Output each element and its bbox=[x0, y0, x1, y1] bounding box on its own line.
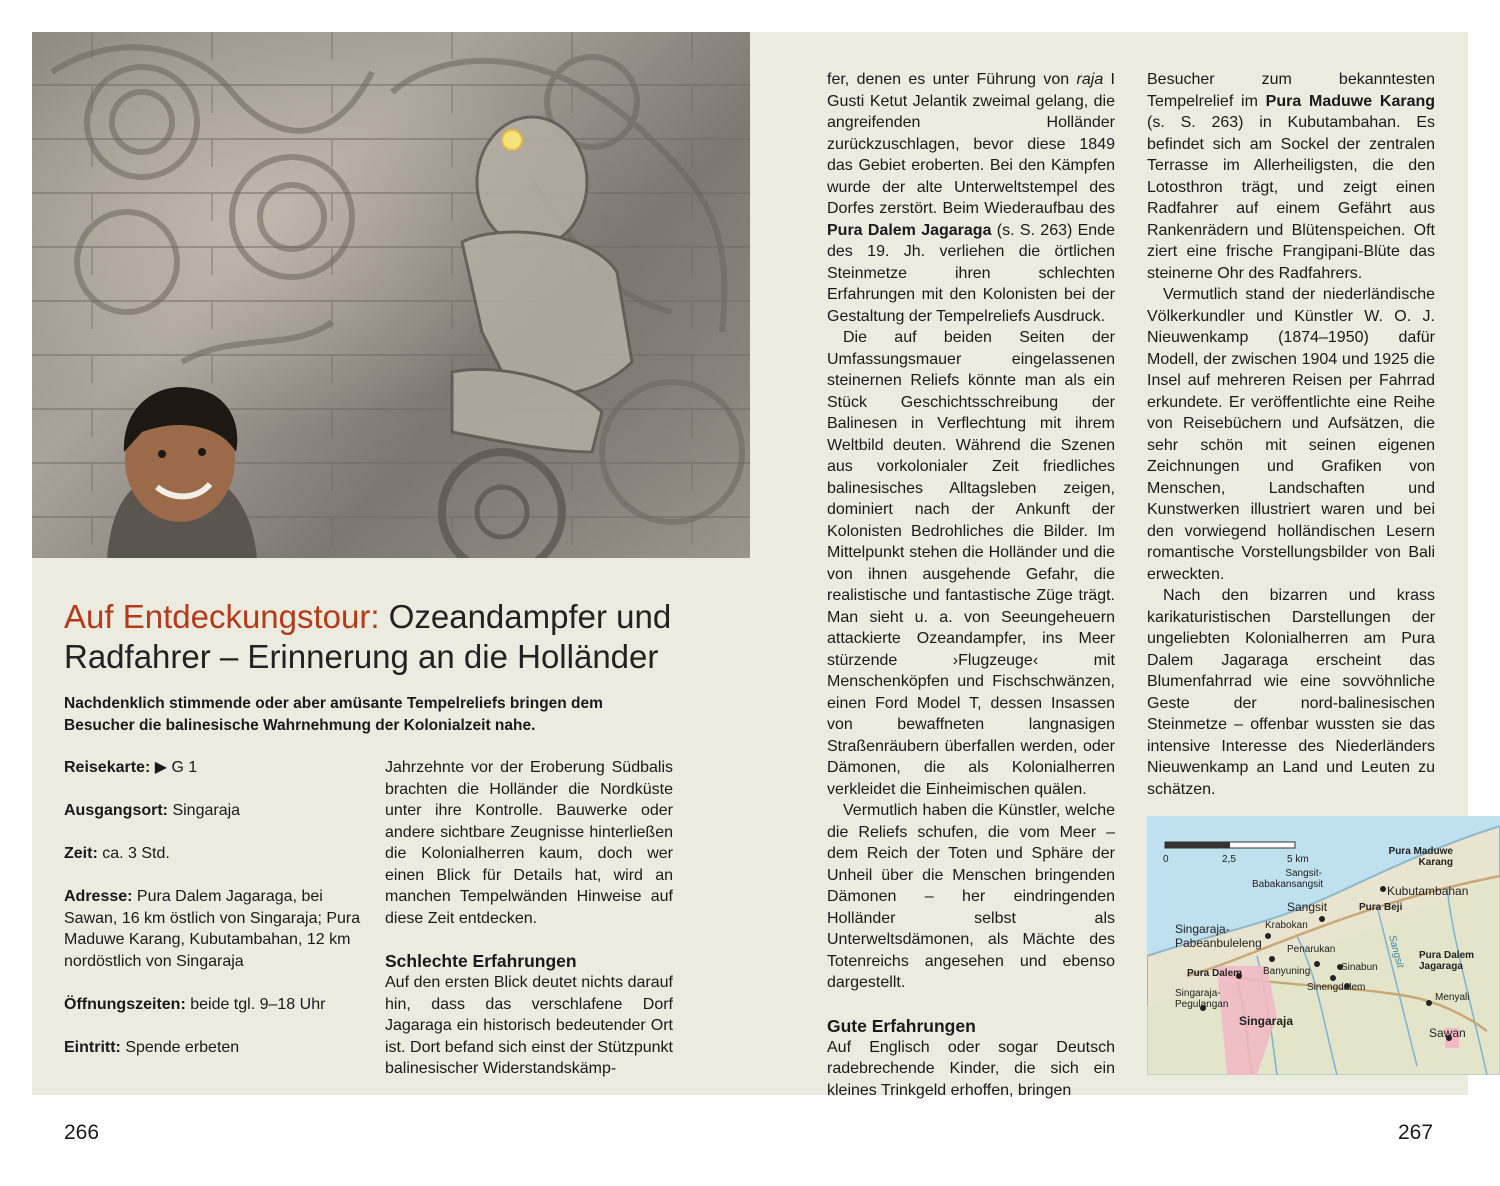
fact-ausgangsort: Ausgangsort: Singaraja bbox=[64, 802, 241, 819]
article-title bbox=[64, 597, 724, 677]
text-column-2 bbox=[827, 69, 1115, 1101]
fact-oeffnungszeiten: Öffnungszeiten: beide tgl. 9–18 Uhr bbox=[64, 995, 326, 1013]
paragraph: fer, denen es unter Führung von raja I Gusti Ketut Jelantik zweimal gelang, die angreifenden Holländer zurückzuschlagen, bevor diese 1849 das Gebiet eroberten. Bei den Kämpfen wurde der alte Unterweltstempel des Dorfes zerstört. Beim Wiederaufbau des Pura Dalem Jagaraga (s. S. 263) Ende des 19. Jh. verliehen die örtlichen Steinmetze ihren schlechten Erfahrungen mit den Kolonisten bei der Gestaltung der Tempelreliefs Ausdruck. bbox=[827, 71, 1116, 325]
title-accent: Auf Entdeckungstour: bbox=[64, 598, 380, 635]
fact-adresse: Adresse: Pura Dalem Jagaraga, bei Sawan, 16 km östlich von Singaraja; Pura Maduwe Karang, Kubutambahan, 12 km nordöstlich von Singaraja bbox=[64, 888, 361, 970]
paragraph: Nach den bizarren und krass karikaturistischen Darstellungen der ungeliebten Kolonialherren am Pura Dalem Jagaraga erscheint das Blumenfahrrad wie eine sovvöhnliche Geste der nord-balinesischen Steinmetze – offenbar wussten sie das intensive Interesse des Niederländers Nieuwenkamp an Land und Leuten zu schätzen. bbox=[1147, 587, 1435, 798]
paragraph: Auf den ersten Blick deutet nichts darauf hin, dass das verschlafene Dorf Jagaraga ein historisch bedeutender Ort ist. Dort befand sich einst der Stützpunkt balinesischer Widerstandskämp- bbox=[385, 974, 673, 1077]
text-column-3 bbox=[1147, 69, 1435, 800]
article-lead: Nachdenklich stimmende oder aber amüsante Tempelreliefs bringen dem Besucher die balinesische Wahrnehmung der Kolonialzeit nahe. bbox=[64, 695, 603, 734]
paragraph: Die auf beiden Seiten der Umfassungsmauer eingelassenen steinernen Reliefs könnte man als ein Stück Geschichtsschreibung der Balinesen in Verflechtung mit ihrem Weltbild deuten. Während die Szenen aus vorkolonialer Zeit friedliches balinesisches Alltagsleben zeigen, dominiert nach der Ankunft der Kolonisten Bedrohliches die Bilder. Im Mittelpunkt stehen die Holländer und die von ihnen ausgehende Gefahr, die realistische und fantastische Züge trägt. Man sieht u. a. von Seeungeheuern attackierte Ozeandampfer, ins Meer stürzende ›Flugzeuge‹ mit Menschenköpfen und Fischschwänzen, einen Ford Model T, dessen Insassen von bewaffneten langnasigen Straßenräubern überfallen werden, oder Dämonen, die als Kolonialherren verkleidet die Einheimischen quälen. bbox=[827, 329, 1115, 798]
fact-reisekarte: Reisekarte: ▶ G 1 bbox=[64, 759, 198, 776]
locator-map: 0 2,5 5 km Pura Maduwe Karang Kubutambahan Sangsit-Babakansangsit Sangsit Pura Beji Krabokan Singaraja-Pabeanbuleleng Penarukan Sangsit Pura Dalem Jagaraga Pura Dalem Banyuning Sinabun Sinengdalem Singaraja-Pegulangan Menyali Singaraja Sawan bbox=[1147, 816, 1500, 1075]
fact-zeit: Zeit: ca. 3 Std. bbox=[64, 845, 170, 862]
paragraph: Auf Englisch oder sogar Deutsch radebrechende Kinder, die sich ein kleines Trinkgeld erhoffen, bringen bbox=[827, 1038, 1115, 1099]
page-number-right: 267 bbox=[1398, 1121, 1434, 1144]
fact-eintritt: Eintritt: Spende erbeten bbox=[64, 1038, 240, 1056]
text-column-1 bbox=[385, 757, 673, 1080]
relief-illustration bbox=[32, 32, 750, 558]
paragraph: Vermutlich haben die Künstler, welche die Reliefs schufen, die vom Meer – dem Reich der Toten und Sphäre der Unheil über die Menschen bringenden Dämonen – her eindringenden Holländer selbst als Unterweltsdämonen, als Mächte des Totenreichs angesehen und ebenso dargestellt. bbox=[827, 802, 1115, 991]
section-heading-gute: Gute Erfahrungen bbox=[827, 1015, 976, 1036]
title-rest: Ozeandampfer und Radfahrer – Erinnerung an die Holländer bbox=[64, 598, 672, 675]
temple-relief-photo bbox=[32, 32, 750, 558]
paragraph: Besucher zum bekanntesten Tempelrelief im Pura Maduwe Karang (s. S. 263) in Kubutambahan. Es befindet sich am Sockel der zentralen Terrasse im Allerheiligsten, die den Lotosthron trägt, und zeigt einen Radfahrer auf einem Gefährt aus Rankenrädern und Blütenspeichen. Oft ziert eine frische Frangipani-Blüte das steinerne Ohr des Radfahrers. bbox=[1147, 71, 1436, 282]
paragraph: Vermutlich stand der niederländische Völkerkundler und Künstler W. O. J. Nieuwenkamp (1874–1950) dafür Modell, der zwischen 1904 und 1925 die Insel auf mehreren Reisen per Fahrrad erkundete. Er veröffentlichte eine Reihe von Reisebüchern und Aufsätzen, die sehr schön mit seinen eigenen Zeichnungen und Grafiken von Menschen, Landschaften und Kunstwerken illustriert waren und bei den vorwiegend holländischen Lesern romantische Vorstellungsbilder von Bali erweckten. bbox=[1147, 286, 1435, 583]
info-box bbox=[64, 757, 364, 1080]
page-number-left: 266 bbox=[64, 1121, 100, 1144]
paragraph: Jahrzehnte vor der Eroberung Südbalis brachten die Holländer die Nordküste unter ihre Kontrolle. Bauwerke oder andere sichtbare Zeugnisse hinterließen die Kolonialherren kaum, doch wer einen Blick für Details hat, wird an manchen Tempelwänden Hinweise auf diese Zeit entdecken. bbox=[385, 759, 673, 927]
section-heading-schlechte: Schlechte Erfahrungen bbox=[385, 951, 577, 971]
